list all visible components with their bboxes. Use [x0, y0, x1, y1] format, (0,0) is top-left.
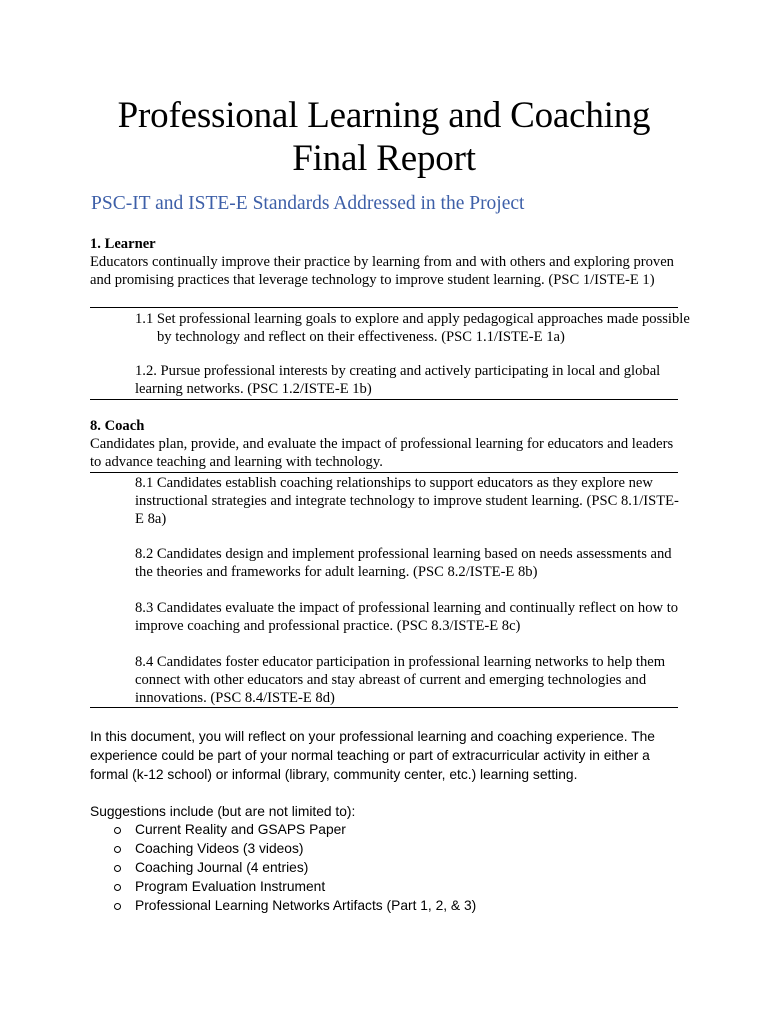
- standard-heading: 8. Coach: [90, 418, 145, 434]
- list-item: [110, 896, 476, 915]
- list-item: [110, 839, 476, 858]
- section-subtitle: PSC-IT and ISTE-E Standards Addressed in the Project: [91, 193, 525, 214]
- list-item-text: Coaching Journal (4 entries): [135, 860, 309, 875]
- page-title: [0, 94, 768, 180]
- standard-learner: [90, 235, 680, 289]
- bullet-circle-icon: [114, 846, 121, 853]
- bullet-circle-icon: [114, 827, 121, 834]
- standard-coach: [90, 417, 680, 471]
- standard-heading: 1. Learner: [90, 236, 156, 252]
- list-item-text: Current Reality and GSAPS Paper: [135, 822, 346, 837]
- suggestions-list: [110, 820, 476, 915]
- substandard-item: 8.4 Candidates foster educator participation in professional learning networks to help them connect with other educators and stay abreast of current and emerging technologies and innovations. (PSC 8.4/ISTE-E 8d): [135, 654, 666, 706]
- list-item: [110, 820, 476, 839]
- intro-paragraph: In this document, you will reflect on your professional learning and coaching experience. The experience could be part of your normal teaching or part of extracurricular activity in either a formal (k-12 school) or informal (library, community center, etc.) learning setting.: [90, 729, 655, 782]
- substandard-item: 8.3 Candidates evaluate the impact of professional learning and continually reflect on how to improve coaching and professional practice. (PSC 8.3/ISTE-E 8c): [135, 600, 679, 634]
- list-item: [110, 858, 476, 877]
- list-item-text: Professional Learning Networks Artifacts (Part 1, 2, & 3): [135, 898, 477, 913]
- list-item-text: Coaching Videos (3 videos): [135, 841, 304, 856]
- bullet-circle-icon: [114, 884, 121, 891]
- substandard-item: 1.1 Set professional learning goals to explore and apply pedagogical approaches made possible by technology and reflect on their effectiveness. (PSC 1.1/ISTE-E 1a): [135, 311, 690, 345]
- substandard-item: 8.1 Candidates establish coaching relationships to support educators as they explore new instructional strategies and integrate technology to improve student learning. (PSC 8.1/ISTE-E 8a): [135, 475, 679, 527]
- substandards-table-learner: [90, 307, 690, 400]
- substandard-item: 8.2 Candidates design and implement professional learning based on needs assessments and the theories and frameworks for adult learning. (PSC 8.2/ISTE-E 8b): [135, 546, 672, 580]
- standard-description: Educators continually improve their practice by learning from and with others and exploring proven and promising practices that leverage technology to improve student learning. (PSC 1/ISTE-E 1): [90, 254, 674, 288]
- title-line-1: Professional Learning and Coaching: [117, 95, 651, 136]
- bullet-circle-icon: [114, 903, 121, 910]
- substandard-item: 1.2. Pursue professional interests by creating and actively participating in local and global learning networks. (PSC 1.2/ISTE-E 1b): [135, 363, 661, 397]
- substandards-table-coach: [90, 472, 678, 708]
- list-item: [110, 877, 476, 896]
- bullet-circle-icon: [114, 865, 121, 872]
- list-item-text: Program Evaluation Instrument: [135, 879, 326, 894]
- title-line-2: Final Report: [292, 138, 476, 179]
- standard-description: Candidates plan, provide, and evaluate the impact of professional learning for educators and leaders to advance teaching and learning with technology.: [90, 436, 674, 470]
- suggestions-lead: Suggestions include (but are not limited to):: [90, 804, 356, 819]
